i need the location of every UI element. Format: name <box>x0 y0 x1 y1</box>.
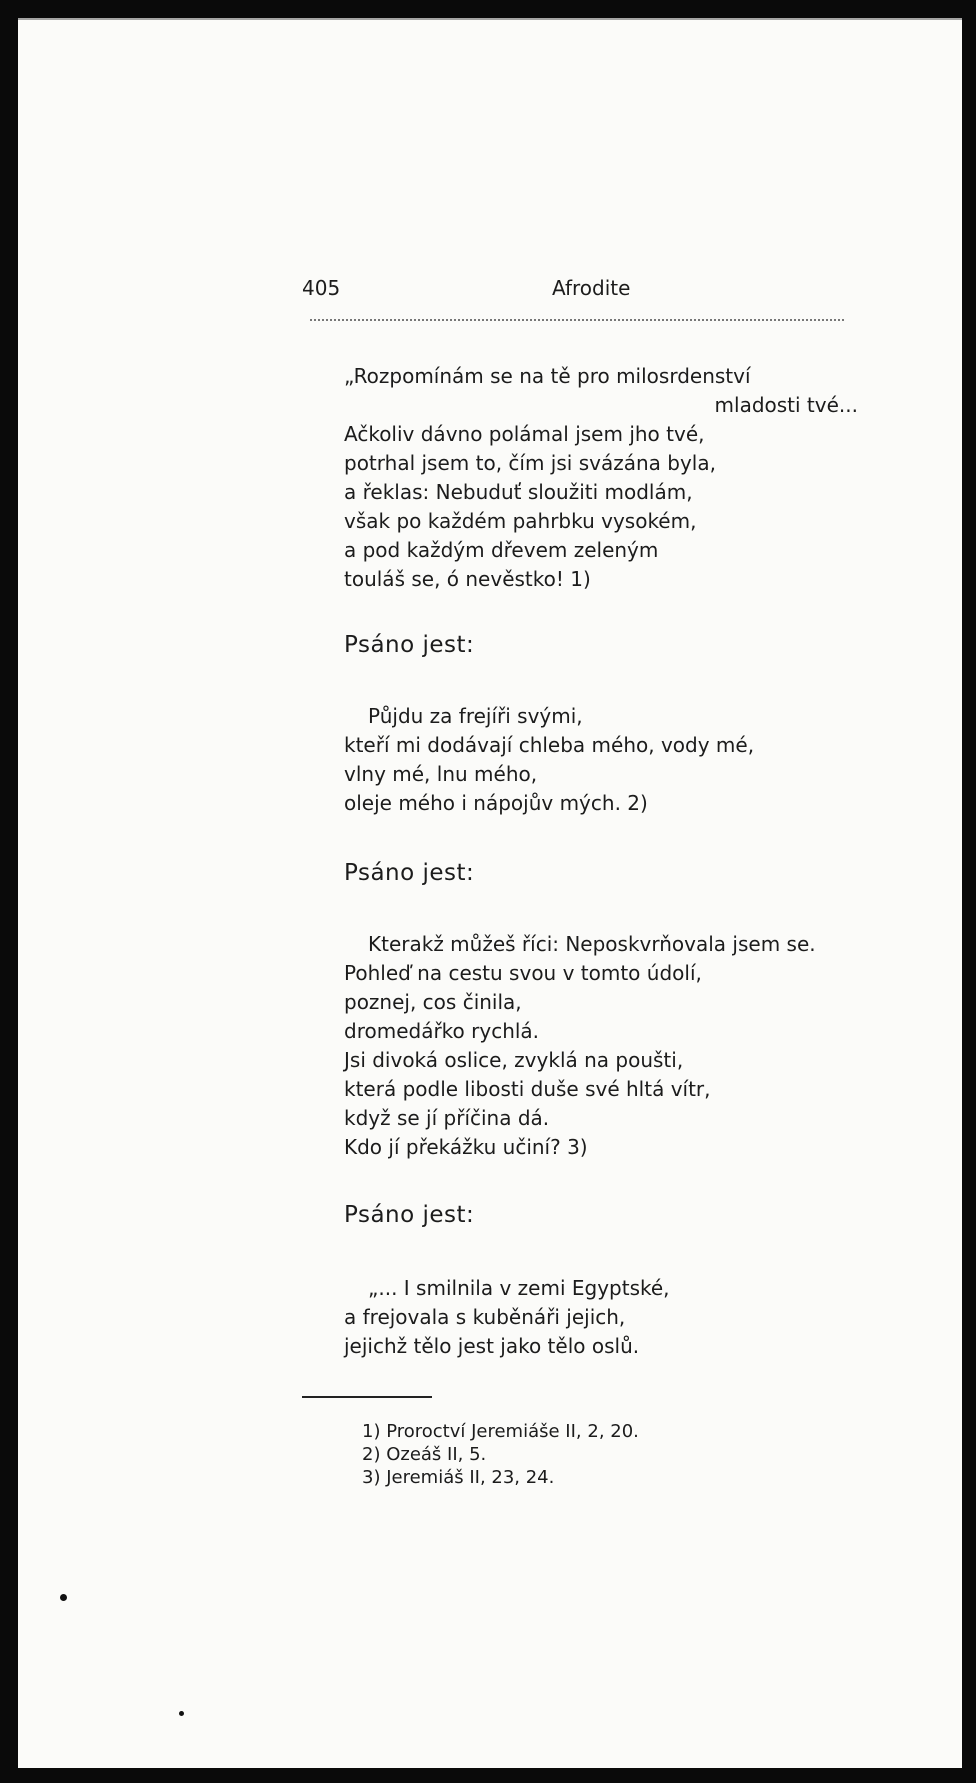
verse-line: Půjdu za frejíři svými, <box>368 704 583 728</box>
verse-block-4 <box>344 1274 864 1361</box>
scan-speck <box>179 1711 184 1716</box>
verse-line: která podle libosti duše své hltá vítr, <box>344 1077 711 1101</box>
verse-line: touláš se, ó nevěstko! 1) <box>344 567 591 591</box>
header-rule <box>310 319 844 321</box>
footnotes <box>362 1420 639 1489</box>
verse-line: „... I smilnila v zemi Egyptské, <box>368 1276 670 1300</box>
verse-line: Pohleď na cestu svou v tomto údolí, <box>344 961 702 985</box>
footnote: 1) Proroctví Jeremiáše II, 2, 20. <box>362 1421 639 1442</box>
page-edge <box>18 18 962 20</box>
verse-line: mladosti tvé... <box>714 393 858 417</box>
verse-line: potrhal jsem to, čím jsi svázána byla, <box>344 451 716 475</box>
verse-line: poznej, cos činila, <box>344 990 522 1014</box>
verse-line: a pod každým dřevem zeleným <box>344 538 659 562</box>
verse-line: a frejovala s kuběnáři jejich, <box>344 1305 626 1329</box>
verse-line: vlny mé, lnu mého, <box>344 762 538 786</box>
footnote-rule <box>302 1396 432 1398</box>
page-header <box>302 276 844 306</box>
verse-line: oleje mého i nápojův mých. 2) <box>344 791 648 815</box>
book-page <box>18 18 962 1768</box>
verse-line: Jsi divoká oslice, zvyklá na poušti, <box>344 1048 684 1072</box>
footnote: 2) Ozeáš II, 5. <box>362 1444 487 1465</box>
verse-line: Ačkoliv dávno polámal jsem jho tvé, <box>344 422 705 446</box>
section-heading: Psáno jest: <box>344 1202 475 1228</box>
verse-line: kteří mi dodávají chleba mého, vody mé, <box>344 733 755 757</box>
verse-block-1 <box>344 362 864 594</box>
section-heading: Psáno jest: <box>344 860 475 886</box>
section-heading: Psáno jest: <box>344 632 475 658</box>
verse-line: dromedářko rychlá. <box>344 1019 540 1043</box>
verse-line: a řeklas: Nebuduť sloužiti modlám, <box>344 480 693 504</box>
scan-speck <box>60 1594 67 1601</box>
page-number: 405 <box>302 276 341 300</box>
footnote: 3) Jeremiáš II, 23, 24. <box>362 1467 555 1488</box>
verse-line: Kdo jí překážku učiní? 3) <box>344 1135 588 1159</box>
running-title: Afrodite <box>552 276 631 300</box>
verse-line: „Rozpomínám se na tě pro milosrdenství <box>344 364 751 388</box>
verse-block-3 <box>344 930 864 1162</box>
verse-block-2 <box>344 702 864 818</box>
verse-line: když se jí příčina dá. <box>344 1106 550 1130</box>
verse-line: Kterakž můžeš říci: Neposkvrňovala jsem se. <box>368 932 816 956</box>
verse-line: jejichž tělo jest jako tělo oslů. <box>344 1334 640 1358</box>
verse-line: však po každém pahrbku vysokém, <box>344 509 697 533</box>
